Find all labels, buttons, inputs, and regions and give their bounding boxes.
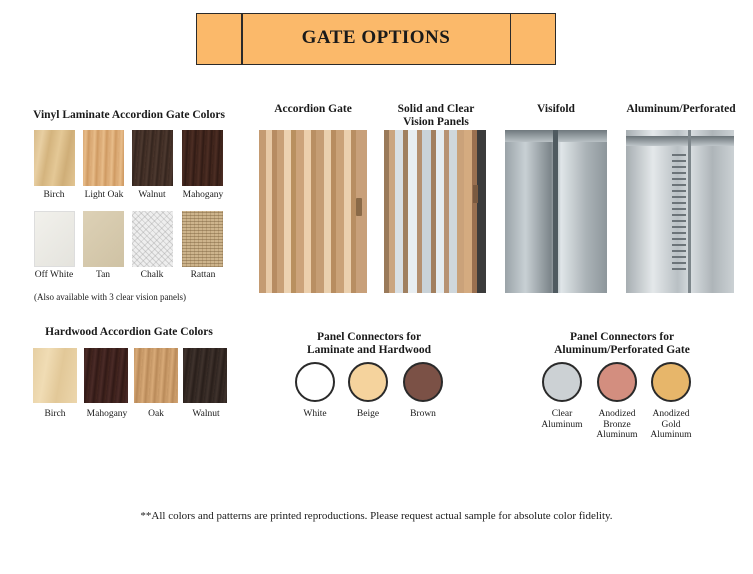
label-vinyl-rattan: Rattan: [190, 270, 216, 280]
swatch-vinyl-tan: [83, 211, 124, 267]
label-connector-brown: Brown: [410, 409, 436, 419]
accordion-gate-image: [259, 130, 367, 293]
gate-heading-vision-line1: Solid and Clear: [397, 103, 475, 115]
label-line: Aluminum: [650, 430, 692, 440]
page-title: GATE OPTIONS: [301, 27, 451, 48]
label-vinyl-chalk: Chalk: [140, 270, 164, 280]
swatch-vinyl-light-oak: [83, 130, 124, 186]
label-vinyl-tan: Tan: [95, 270, 111, 280]
gate-heading-vision-line2: Vision Panels: [403, 116, 469, 128]
label-hardwood-birch: Birch: [44, 409, 66, 419]
label-hardwood-mahogany: Mahogany: [86, 409, 128, 419]
swatch-vinyl-birch: [34, 130, 75, 186]
connector-brown: [403, 362, 443, 402]
label-vinyl-birch: Birch: [43, 190, 65, 200]
gate-handle: [356, 198, 362, 216]
hardwood-heading: Hardwood Accordion Gate Colors: [45, 326, 213, 338]
gate-hinge-rail: [553, 130, 558, 293]
label-line: Gold: [661, 419, 681, 430]
connector-anodized-gold: [651, 362, 691, 402]
connector-white: [295, 362, 335, 402]
vinyl-note: (Also available with 3 clear vision panels): [34, 292, 186, 302]
visifold-gate-image: [505, 130, 607, 293]
label-line: Anodized: [598, 409, 636, 419]
label-connector-clear-aluminum: [532, 409, 592, 430]
label-vinyl-mahogany: Mahogany: [182, 190, 224, 200]
gate-heading-vision-panels: [376, 103, 496, 129]
connector-anodized-bronze: [597, 362, 637, 402]
connectors-laminate-heading-line1: Panel Connectors for: [316, 331, 422, 343]
swatch-vinyl-mahogany: [182, 130, 223, 186]
vinyl-heading: Vinyl Laminate Accordion Gate Colors: [33, 109, 225, 121]
swatch-vinyl-rattan: [182, 211, 223, 267]
gate-heading-aluminum: Aluminum/Perforated: [626, 103, 736, 115]
label-connector-white: White: [303, 409, 327, 419]
connectors-aluminum-heading-line2: Aluminum/Perforated Gate: [554, 344, 690, 356]
connectors-aluminum-heading: [524, 331, 720, 357]
label-vinyl-off-white: Off White: [34, 270, 74, 280]
footer-disclaimer: **All colors and patterns are printed reproductions. Please request actual sample for absolute color fidelity.: [140, 510, 613, 522]
label-line: Bronze: [603, 419, 631, 430]
swatch-hardwood-walnut: [183, 348, 227, 403]
swatch-vinyl-chalk: [132, 211, 173, 267]
label-connector-beige: Beige: [356, 409, 380, 419]
vision-panels-gate-image: [384, 130, 486, 293]
label-hardwood-oak: Oak: [148, 409, 164, 419]
label-vinyl-walnut: Walnut: [138, 190, 166, 200]
label-connector-anodized-gold: [641, 409, 701, 441]
swatch-vinyl-walnut: [132, 130, 173, 186]
swatch-hardwood-birch: [33, 348, 77, 403]
aluminum-perforated-gate-image: [626, 130, 734, 293]
swatch-hardwood-mahogany: [84, 348, 128, 403]
gate-top-track: [626, 136, 734, 146]
gate-handle: [473, 185, 478, 203]
swatch-vinyl-off-white: [34, 211, 75, 267]
connector-beige: [348, 362, 388, 402]
gate-heading-accordion: Accordion Gate: [274, 103, 352, 115]
swatch-hardwood-oak: [134, 348, 178, 403]
gate-heading-visifold: Visifold: [537, 103, 575, 115]
label-vinyl-light-oak: Light Oak: [84, 190, 124, 200]
label-connector-anodized-bronze: [587, 409, 647, 441]
gate-perforations: [672, 154, 686, 274]
label-line: Anodized: [652, 409, 690, 419]
title-banner: [196, 13, 556, 65]
gate-hinge-rail: [688, 130, 691, 293]
label-line: Aluminum: [596, 430, 638, 440]
label-hardwood-walnut: Walnut: [192, 409, 220, 419]
label-line: Aluminum: [541, 419, 583, 430]
connectors-aluminum-heading-line1: Panel Connectors for: [569, 331, 675, 343]
connectors-laminate-heading: [276, 331, 462, 357]
connectors-laminate-heading-line2: Laminate and Hardwood: [307, 344, 431, 356]
label-line: Clear: [551, 409, 573, 419]
connector-clear-aluminum: [542, 362, 582, 402]
